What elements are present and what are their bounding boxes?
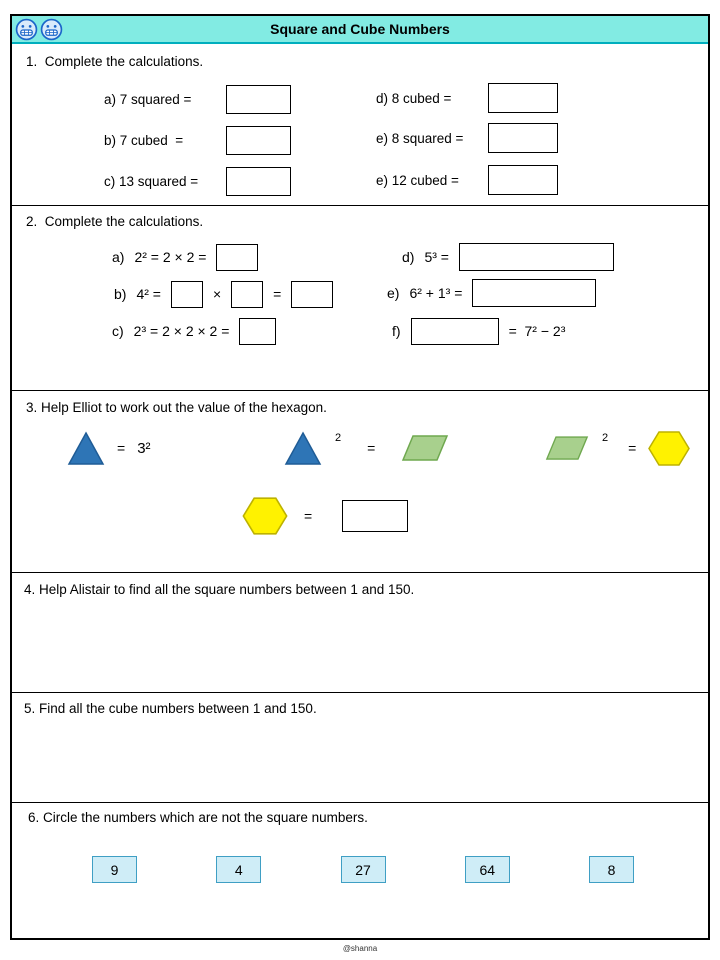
smiley-icon (40, 18, 63, 41)
q2e-letter: e) (387, 285, 400, 301)
q2b-expression: 4² = (136, 286, 161, 302)
section6-heading: 6. Circle the numbers which are not the square numbers. (28, 810, 368, 825)
q2b-answer-box-1[interactable] (171, 281, 203, 308)
equals-sign: = (367, 440, 376, 456)
hexagon-shape (648, 430, 690, 467)
smiley-icon (15, 18, 38, 41)
q2e-answer-box[interactable] (472, 279, 596, 307)
q1b-row (104, 125, 291, 155)
q1e-answer-box[interactable] (488, 123, 558, 153)
equals-sign: = (304, 508, 313, 524)
parallelogram-shape (545, 435, 589, 461)
triangle-value: 3² (137, 439, 151, 457)
q2c-answer-box[interactable] (239, 318, 276, 345)
section3-heading: 3. Help Elliot to work out the value of the hexagon. (26, 400, 327, 415)
parallelogram-shape (401, 434, 449, 462)
number-chip[interactable]: 8 (589, 856, 634, 883)
q1d-label: d) 8 cubed = (376, 90, 452, 106)
worksheet-page (10, 14, 710, 940)
triangle-equation (67, 428, 151, 468)
section1-heading: 1. Complete the calculations. (26, 54, 204, 69)
q1d-answer-box[interactable] (488, 83, 558, 113)
q1c-answer-box[interactable] (226, 167, 291, 196)
q1b-answer-box[interactable] (226, 126, 291, 155)
parallelogram-squared-equation (545, 428, 690, 468)
number-chip[interactable]: 9 (92, 856, 137, 883)
q2d-letter: d) (402, 249, 415, 265)
number-chip[interactable]: 64 (465, 856, 510, 883)
section4-heading: 4. Help Alistair to find all the square numbers between 1 and 150. (24, 582, 415, 597)
q1e-label: e) 8 squared = (376, 130, 464, 146)
q1a-label: a) 7 squared = (104, 91, 192, 107)
section5-work-area[interactable] (24, 726, 696, 796)
hexagon-answer-equation (242, 496, 408, 536)
section-divider (10, 390, 710, 391)
equals-sign: = (628, 440, 637, 456)
number-chip[interactable]: 4 (216, 856, 261, 883)
q1a-row (104, 84, 291, 114)
hexagon-shape (242, 496, 288, 536)
q1a-answer-box[interactable] (226, 85, 291, 114)
page-title: Square and Cube Numbers (270, 21, 450, 37)
section2-heading: 2. Complete the calculations. (26, 214, 204, 229)
credit-text: @shanna (342, 944, 378, 953)
q1e-row (376, 123, 558, 153)
section5-heading: 5. Find all the cube numbers between 1 and 150. (24, 701, 317, 716)
q2a-letter: a) (112, 249, 125, 265)
section-divider (10, 572, 710, 573)
header-bar (12, 16, 708, 44)
multiply-sign: × (212, 286, 222, 302)
q2e-row (387, 279, 596, 307)
triangle-shape (284, 431, 322, 466)
section-divider (10, 692, 710, 693)
triangle-squared-equation (284, 428, 449, 468)
q1d-row (376, 83, 558, 113)
q2d-expression: 5³ = (424, 249, 449, 265)
q2a-expression: 2² = 2 × 2 = (134, 249, 207, 265)
section-divider (10, 802, 710, 803)
q2b-letter: b) (114, 286, 127, 302)
q2c-letter: c) (112, 323, 124, 339)
exponent-label: 2 (335, 432, 342, 444)
equals-sign: = (117, 440, 126, 456)
q2d-row (402, 243, 614, 271)
q2d-answer-box[interactable] (459, 243, 614, 271)
q2f-letter: f) (392, 323, 401, 339)
q2a-answer-box[interactable] (216, 244, 258, 271)
q2c-row (112, 317, 276, 345)
hexagon-answer-box[interactable] (342, 500, 408, 532)
smiley-icons (15, 18, 63, 41)
q2c-expression: 2³ = 2 × 2 × 2 = (133, 323, 230, 339)
q2b-row (114, 280, 333, 308)
q2f-answer-box[interactable] (411, 318, 499, 345)
q1b-label: b) 7 cubed = (104, 132, 184, 148)
number-chip[interactable]: 27 (341, 856, 386, 883)
q1f-row (376, 165, 558, 195)
q2b-answer-box-3[interactable] (291, 281, 333, 308)
q2a-row (112, 243, 258, 271)
q1f-answer-box[interactable] (488, 165, 558, 195)
q1c-label: c) 13 squared = (104, 173, 199, 189)
exponent-label: 2 (602, 432, 609, 444)
section-divider (10, 205, 710, 206)
q2f-row (392, 317, 565, 345)
number-chip-row (92, 856, 634, 883)
equals-sign: = (273, 286, 282, 302)
q2f-expression: = 7² − 2³ (508, 323, 566, 339)
triangle-shape (67, 431, 105, 466)
section4-work-area[interactable] (24, 606, 696, 686)
q1c-row (104, 166, 291, 196)
q2b-answer-box-2[interactable] (231, 281, 263, 308)
q1f-label: e) 12 cubed = (376, 172, 459, 188)
q2e-expression: 6² + 1³ = (409, 285, 463, 301)
